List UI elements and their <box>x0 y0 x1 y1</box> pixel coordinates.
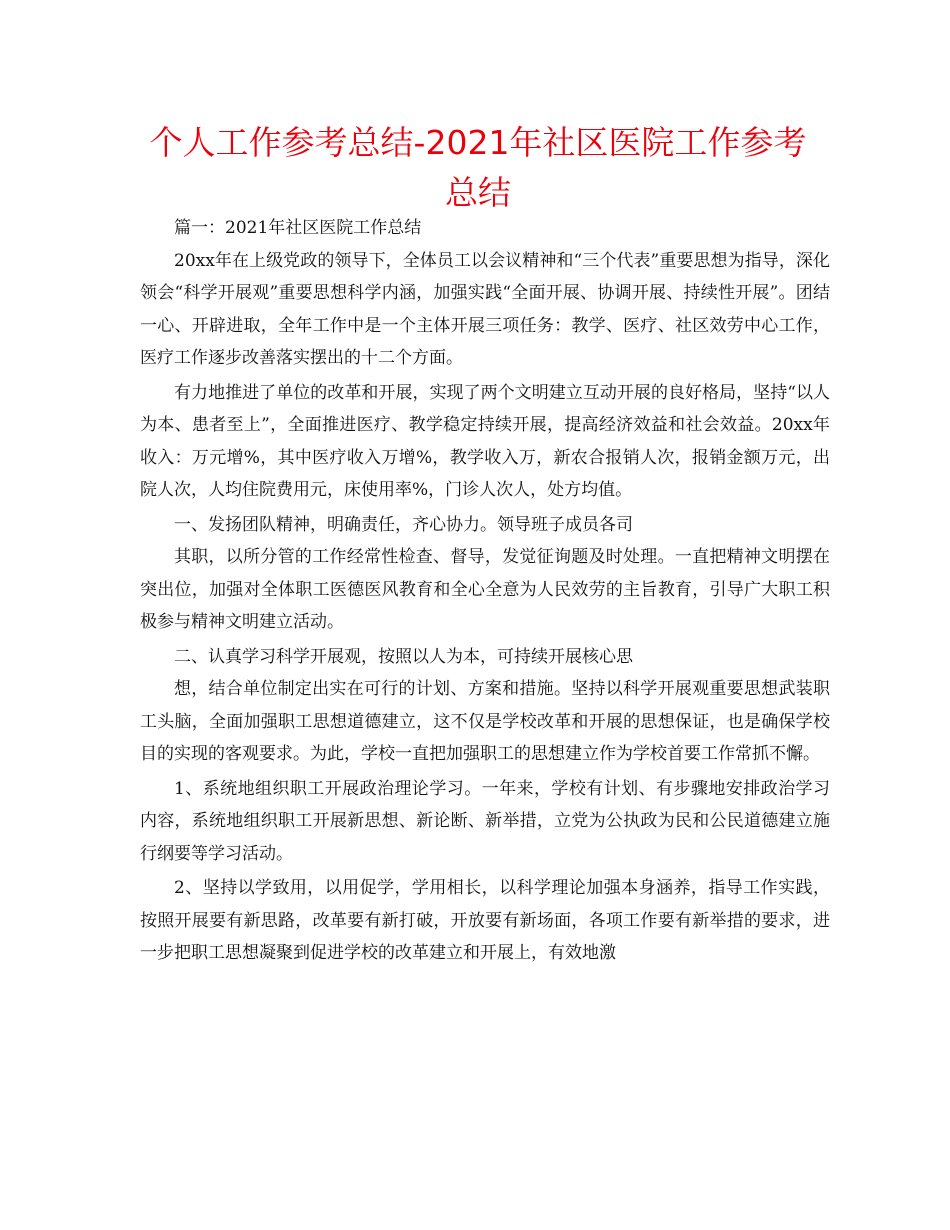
paragraph-teamwork: 其职，以所分管的工作经常性检查、督导，发觉征询题及时处理。一直把精神文明摆在突出位，加强对全体职工医德医风教育和全心全意为人民效劳的主旨教育，引导广大职工积极参与精神文明建立活动。 <box>140 547 830 632</box>
list-item-apply-learning: 2、坚持以学致用，以用促学，学用相长，以科学理论加强本身涵养，指导工作实践，按照开展要有新思路，改革要有新打破，开放要有新场面，各项工作要有新举措的要求，进一步把职工思想凝聚到促进学校的改革建立和开展上，有效地激 <box>140 878 830 963</box>
paragraph-reform-progress: 有力地推进了单位的改革和开展，实现了两个文明建立互动开展的良好格局，坚持“以人为本、患者至上”，全面推进医疗、教学稳定持续开展，提高经济效益和社会效益。20xx年收入：万元增%，其中医疗收入万增%，教学收入万，新农合报销人次，报销金额万元，出院人次，人均住院费用元，床使用率%，门诊人次人，处方均值。 <box>140 382 830 500</box>
section-heading-part-one: 篇一：2021年社区医院工作总结 <box>174 218 422 238</box>
paragraph-intro: 20xx年在上级党政的领导下，全体员工以会议精神和“三个代表”重要思想为指导，深化领会“科学开展观”重要思想科学内涵，加强实践“全面开展、协调开展、持续性开展”。团结一心、开辟进取，全年工作中是一个主体开展三项任务：教学、医疗、社区效劳中心工作，医疗工作逐步改善落实摆出的十二个方面。 <box>140 250 830 368</box>
list-item-political-study: 1、系统地组织职工开展政治理论学习。一年来，学校有计划、有步骤地安排政治学习内容，系统地组织职工开展新思想、新论断、新举措，立党为公执政为民和公民道德建立施行纲要等学习活动。 <box>140 778 830 864</box>
section-heading-scientific-development: 二、认真学习科学开展观，按照以人为本，可持续开展核心思 <box>174 646 633 667</box>
document-title: 个人工作参考总结-2021年社区医院工作参考总结 <box>149 123 807 212</box>
document-body <box>140 212 830 970</box>
paragraph-scientific-development: 想，结合单位制定出实在可行的计划、方案和措施。坚持以科学开展观重要思想武装职工头脑，全面加强职工思想道德建立，这不仅是学校改革和开展的思想保证，也是确保学校目的实现的客观要求。为此，学校一直把加强职工的思想建立作为学校首要工作常抓不懈。 <box>140 679 830 764</box>
section-heading-teamwork: 一、发扬团队精神，明确责任，齐心协力。领导班子成员各司 <box>174 514 633 535</box>
